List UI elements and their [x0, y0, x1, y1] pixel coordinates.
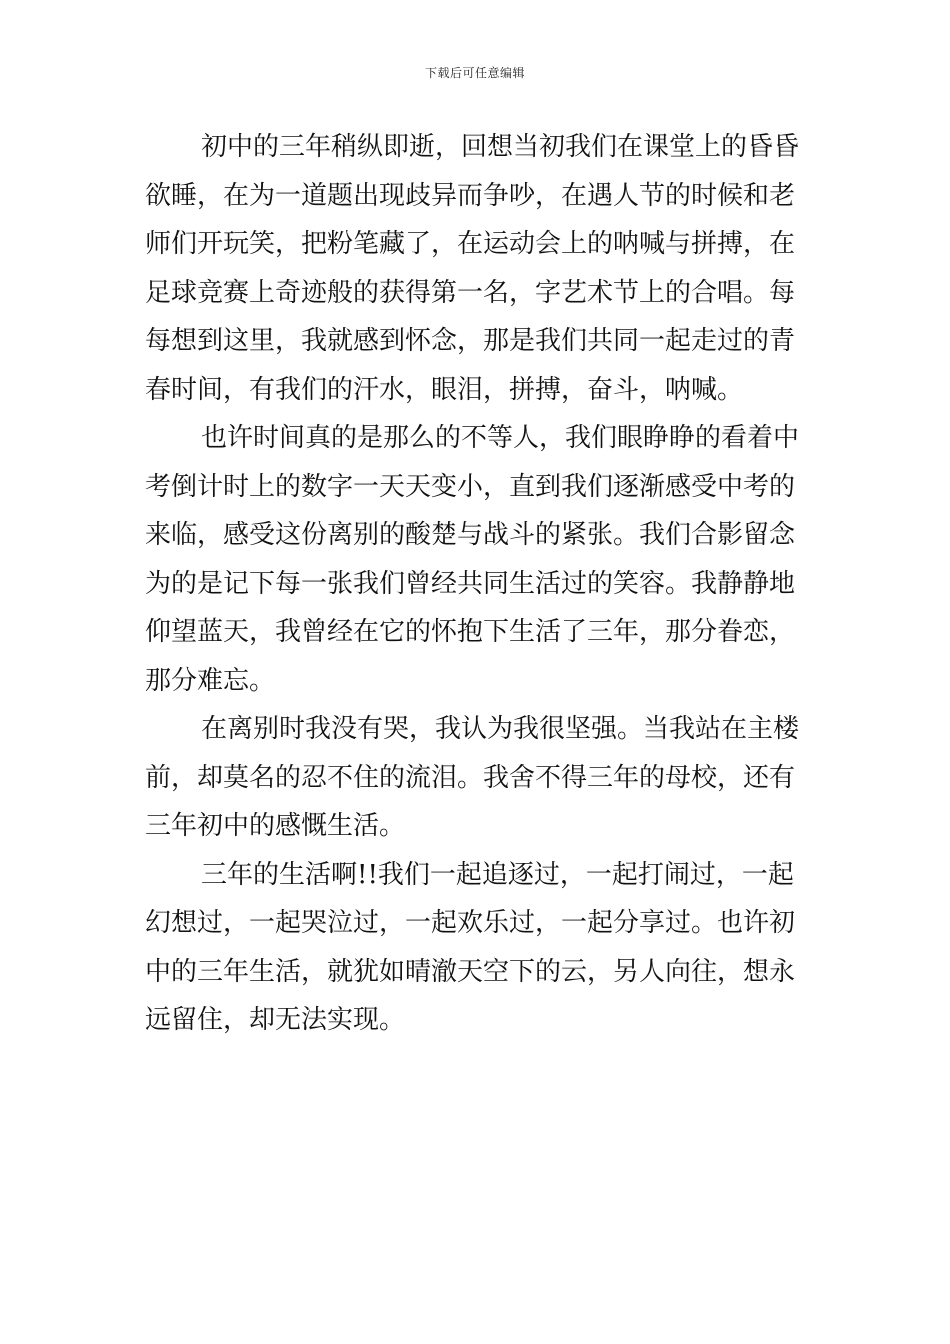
text-line: 幻想过，一起哭泣过，一起欢乐过，一起分享过。也许初 — [145, 908, 796, 938]
text-line: 三年初中的感慨生活。 — [145, 811, 406, 841]
text-line: 在离别时我没有哭，我认为我很坚强。当我站在主楼 — [201, 714, 800, 744]
text-line: 欲睡，在为一道题出现歧异而争吵，在遇人节的时候和老 — [145, 180, 796, 211]
text-line: 春时间，有我们的汗水，眼泪，拼搏，奋斗，呐喊。 — [145, 374, 744, 405]
paragraph — [145, 123, 810, 414]
text-line: 前，却莫名的忍不住的流泪。我舍不得三年的母校，还有 — [145, 762, 796, 793]
text-line: 中的三年生活，就犹如晴澈天空下的云，另人向往，想永 — [145, 956, 796, 987]
document-body — [145, 123, 810, 1045]
paragraph — [145, 414, 810, 705]
text-line: 来临，感受这份离别的酸楚与战斗的紧张。我们合影留念 — [145, 520, 796, 550]
text-line: 三年的生活啊!!我们一起追逐过，一起打闹过，一起 — [201, 859, 794, 890]
text-line: 仰望蓝天，我曾经在它的怀抱下生活了三年，那分眷恋， — [145, 617, 796, 647]
text-line: 为的是记下每一张我们曾经共同生活过的笑容。我静静地 — [145, 568, 796, 599]
paragraph — [145, 851, 810, 1045]
text-line: 足球竞赛上奇迹般的获得第一名，字艺术节上的合唱。每 — [145, 277, 796, 308]
text-line: 每想到这里，我就感到怀念，那是我们共同一起走过的青 — [145, 326, 796, 356]
paragraph — [145, 705, 810, 851]
page-header: 下载后可任意编辑 — [424, 66, 525, 80]
text-line: 也许时间真的是那么的不等人，我们眼睁睁的看着中 — [201, 423, 800, 453]
text-line: 远留住，却无法实现。 — [145, 1005, 406, 1035]
text-line: 师们开玩笑，把粉笔藏了，在运动会上的呐喊与拼搏，在 — [145, 229, 796, 259]
text-line: 初中的三年稍纵即逝，回想当初我们在课堂上的昏昏 — [201, 132, 800, 162]
text-line: 考倒计时上的数字一天天变小，直到我们逐渐感受中考的 — [145, 471, 796, 502]
text-line: 那分难忘。 — [145, 665, 276, 696]
